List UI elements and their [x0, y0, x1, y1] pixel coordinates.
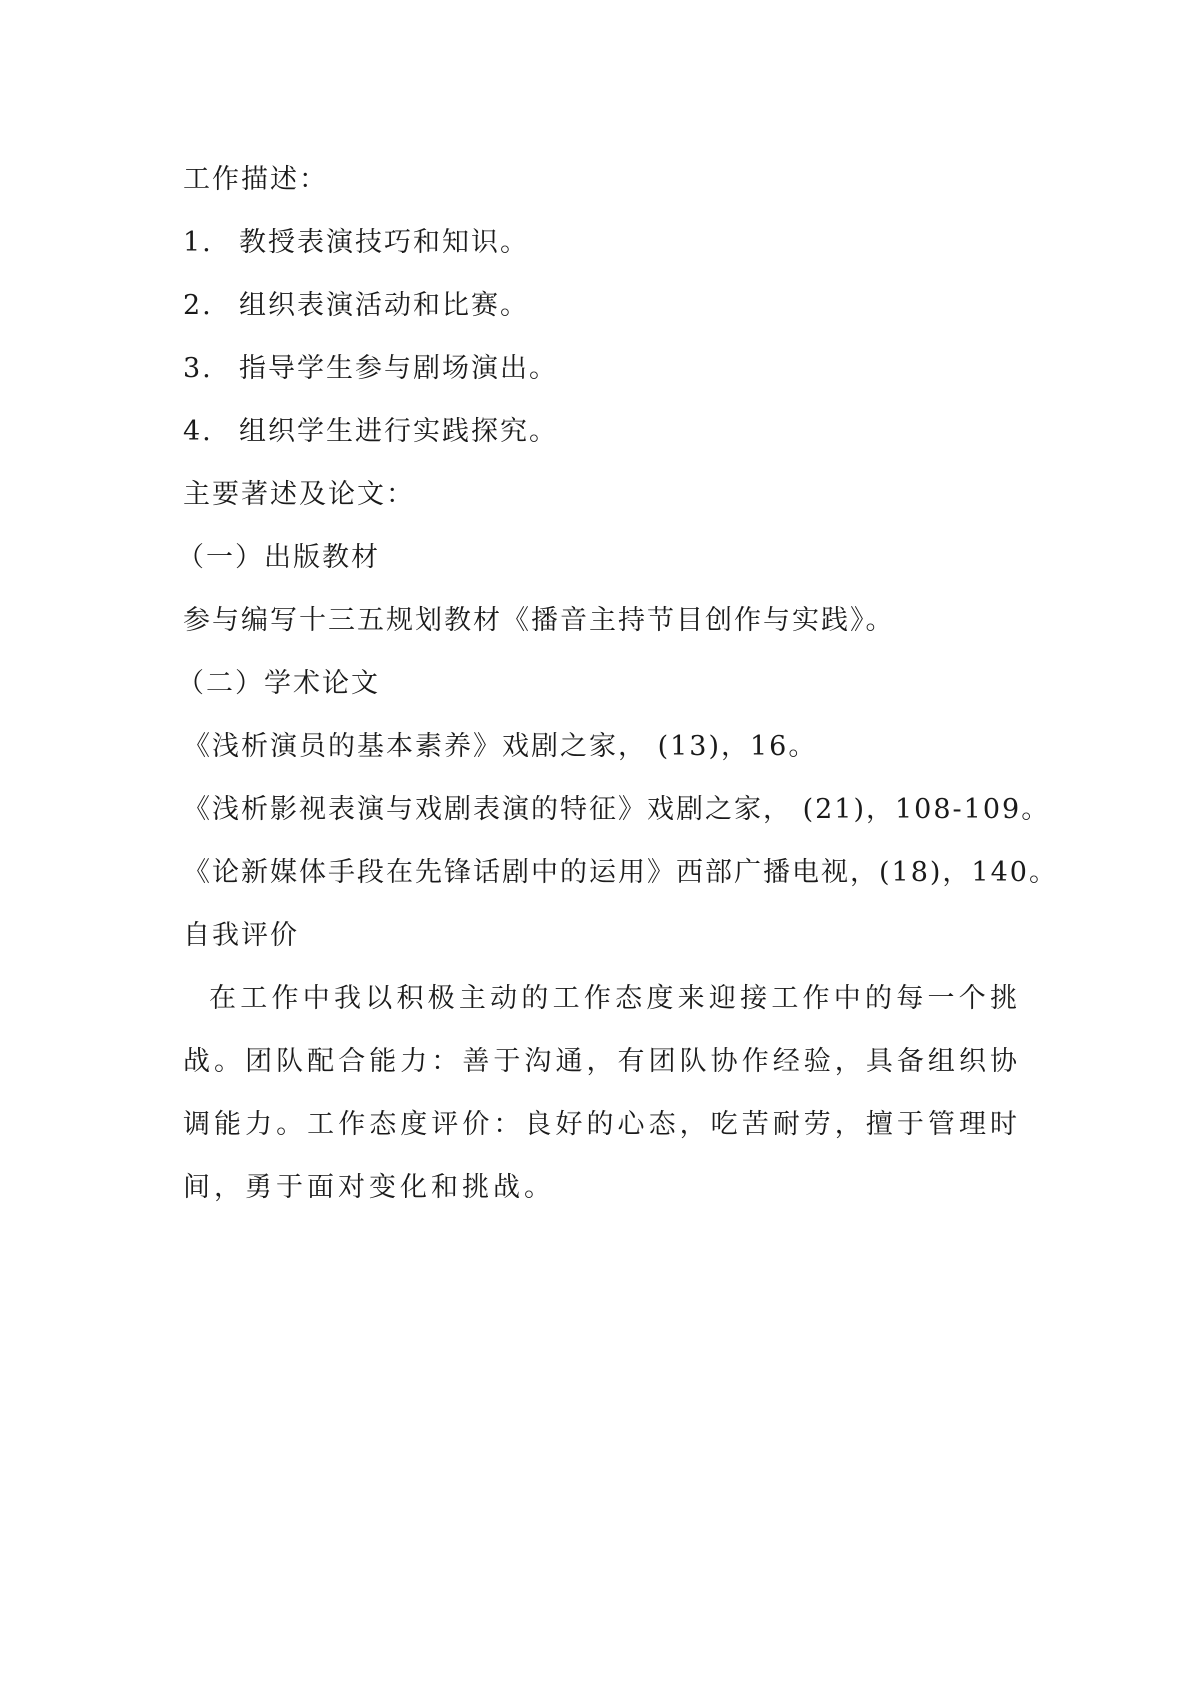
job-item-number: 2. — [183, 290, 213, 321]
paper-entry: 《浅析影视表演与戏剧表演的特征》戏剧之家， (21)，108-109。 — [183, 794, 1051, 825]
job-item-number: 4. — [183, 416, 213, 447]
self-evaluation-paragraph: 在工作中我以积极主动的工作态度来迎接工作中的每一个挑战。团队配合能力：善于沟通，有团队协作经验，具备组织协调能力。工作态度评价：良好的心态，吃苦耐劳，擅于管理时间，勇于面对变化和挑战。 — [183, 983, 1021, 1203]
job-item — [183, 337, 1023, 400]
job-item-number: 1. — [183, 227, 213, 258]
job-item-text: 组织表演活动和比赛。 — [239, 290, 529, 321]
job-item-number: 3. — [183, 353, 213, 384]
job-item — [183, 400, 1023, 463]
publications-heading: 主要著述及论文： — [183, 479, 415, 510]
job-description-heading: 工作描述： — [183, 164, 328, 195]
job-item-text: 指导学生参与剧场演出。 — [239, 353, 558, 384]
paper-entry: 《浅析演员的基本素养》戏剧之家， (13)，16。 — [183, 731, 818, 762]
job-item-text: 组织学生进行实践探究。 — [239, 416, 558, 447]
job-item — [183, 211, 1023, 274]
self-evaluation-heading: 自我评价 — [183, 920, 299, 951]
job-item — [183, 274, 1023, 337]
papers-heading: （二）学术论文 — [177, 668, 380, 699]
textbook-heading: （一）出版教材 — [177, 542, 380, 573]
job-item-text: 教授表演技巧和知识。 — [239, 227, 529, 258]
paper-entry: 《论新媒体手段在先锋话剧中的运用》西部广播电视，(18)，140。 — [183, 857, 1058, 888]
document-body — [177, 148, 1058, 1219]
textbook-entry: 参与编写十三五规划教材《播音主持节目创作与实践》。 — [183, 605, 895, 636]
